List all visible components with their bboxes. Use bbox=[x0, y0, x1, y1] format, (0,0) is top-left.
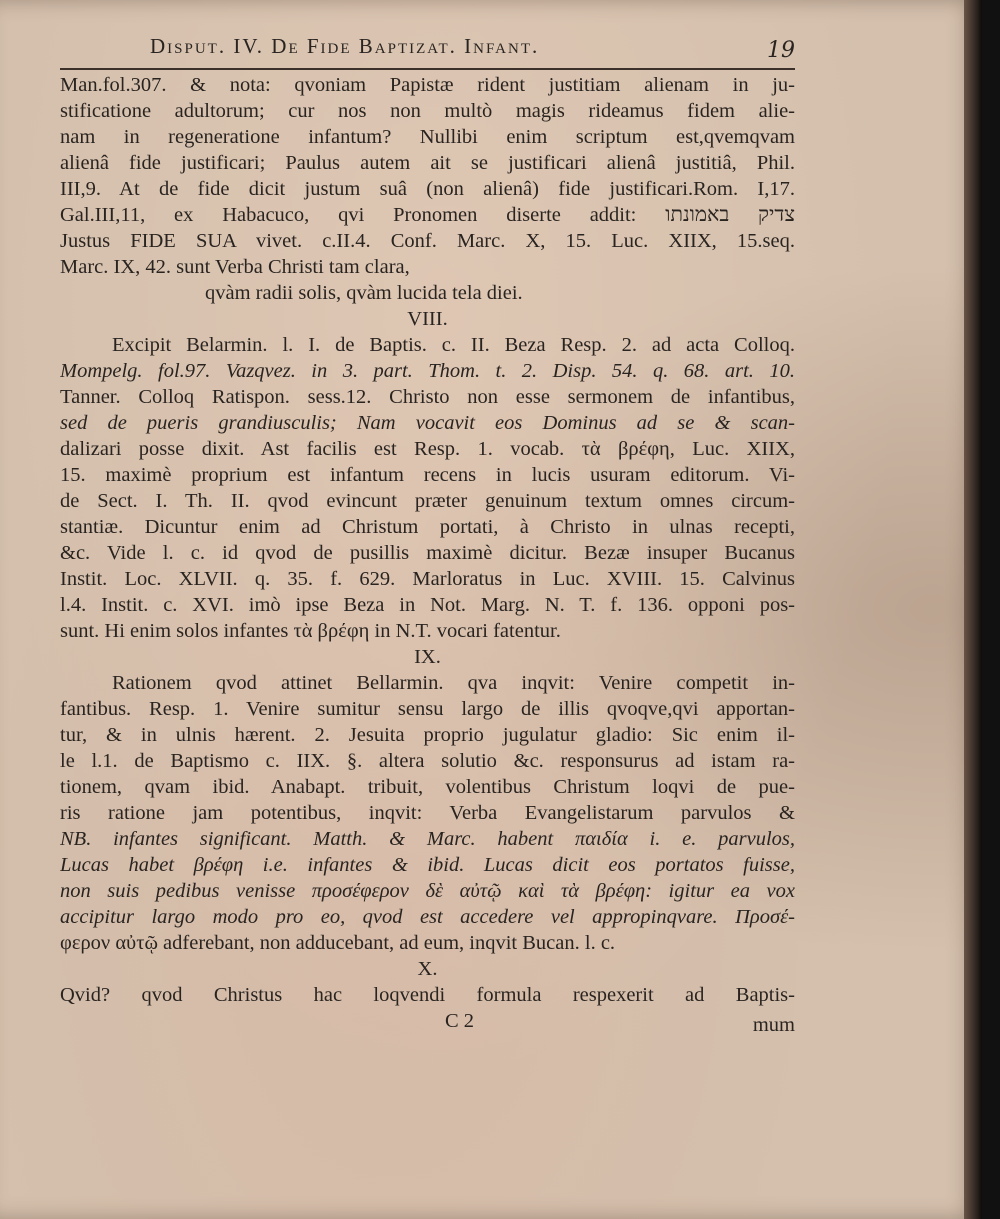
text-line: Rationem qvod attinet Bellarmin. qva inqvit: Venire competit in- bbox=[112, 672, 795, 694]
text-line: fantibus. Resp. 1. Venire sumitur sensu largo de illis qvoqve,qvi apportan- bbox=[60, 698, 795, 720]
text-line: Qvid? qvod Christus hac loqvendi formula respexerit ad Baptis- bbox=[60, 984, 795, 1006]
text-line: Gal.III,11, ex Habacuco, qvi Pronomen diserte addit: צדיק באמונתו bbox=[60, 204, 795, 226]
section-heading: X. bbox=[417, 958, 438, 980]
text-line: Excipit Belarmin. l. I. de Baptis. c. II. Beza Resp. 2. ad acta Colloq. bbox=[112, 334, 795, 356]
text-line: Mompelg. fol.97. Vazqvez. in 3. part. Thom. t. 2. Disp. 54. q. 68. art. 10. bbox=[60, 360, 795, 382]
text-line: &c. Vide l. c. id qvod de pusillis maximè dicitur. Bezæ insuper Bucanus bbox=[60, 542, 795, 564]
text-line: Lucas habet βρέφη i.e. infantes & ibid. Lucas dicit eos portatos fuisse, bbox=[60, 854, 795, 876]
text-line: de Sect. I. Th. II. qvod evincunt præter genuinum textum omnes circum- bbox=[60, 490, 795, 512]
verse-quote: qvàm radii solis, qvàm lucida tela diei. bbox=[205, 282, 523, 304]
page-number: 19 bbox=[767, 38, 795, 63]
text-line: ris ratione jam potentibus, inqvit: Verba Evangelistarum parvulos & bbox=[60, 802, 795, 824]
text-line: III,9. At de fide dicit justum suâ (non alienâ) fide justificari.Rom. I,17. bbox=[60, 178, 795, 200]
text-line: alienâ fide justificari; Paulus autem ait se justificari alienâ justitiâ, Phil. bbox=[60, 152, 795, 174]
text-line: Marc. IX, 42. sunt Verba Christi tam clara, bbox=[60, 256, 410, 278]
text-line: tur, & in ulnis hærent. 2. Jesuita proprio jugulatur gladio: Sic enim il- bbox=[60, 724, 795, 746]
text-line: le l.1. de Baptismo c. IIX. §. altera solutio &c. responsurus ad istam ra- bbox=[60, 750, 795, 772]
catchword: mum bbox=[752, 1014, 795, 1036]
text-line: NB. infantes significant. Matth. & Marc. habent παιδία i. e. parvulos, bbox=[60, 828, 795, 850]
text-line: 15. maximè proprium est infantum recens in lucis usuram editorum. Vi- bbox=[60, 464, 795, 486]
text-line: sed de pueris grandiusculis; Nam vocavit eos Dominus ad se & scan- bbox=[60, 412, 795, 434]
text-line: Justus FIDE SUA vivet. c.II.4. Conf. Marc. X, 15. Luc. XIIX, 15.seq. bbox=[60, 230, 795, 252]
text-line: Man.fol.307. & nota: qvoniam Papistæ rident justitiam alienam in ju- bbox=[60, 74, 795, 96]
text-line: accipitur largo modo pro eo, qvod est accedere vel appropinqvare. Προσέ- bbox=[60, 906, 795, 928]
section-heading: IX. bbox=[414, 646, 441, 668]
text-line: Tanner. Colloq Ratispon. sess.12. Christo non esse sermonem de infantibus, bbox=[60, 386, 795, 408]
running-head: Disput. IV. De Fide Baptizat. Infant. bbox=[150, 34, 540, 58]
text-line: nam in regeneratione infantum? Nullibi enim scriptum est,qvemqvam bbox=[60, 126, 795, 148]
header-rule bbox=[60, 68, 795, 70]
text-line: stificatione adultorum; cur nos non multò magis rideamus fidem alie- bbox=[60, 100, 795, 122]
section-heading: VIII. bbox=[407, 308, 448, 330]
text-line: non suis pedibus venisse προσέφερον δὲ αὐτῷ καὶ τὰ βρέφη: igitur ea vox bbox=[60, 880, 795, 902]
page-header bbox=[60, 34, 795, 68]
text-line: tionem, qvam ibid. Anabapt. tribuit, volentibus Christum loqvi de pue- bbox=[60, 776, 795, 798]
book-spine-shadow bbox=[964, 0, 982, 1219]
signature-mark: C 2 bbox=[445, 1010, 475, 1032]
text-line: Instit. Loc. XLVII. q. 35. f. 629. Marloratus in Luc. XVIII. 15. Calvinus bbox=[60, 568, 795, 590]
text-line: l.4. Instit. c. XVI. imò ipse Beza in Not. Marg. N. T. f. 136. opponi pos- bbox=[60, 594, 795, 616]
text-line: sunt. Hi enim solos infantes τὰ βρέφη in N.T. vocari fatentur. bbox=[60, 620, 561, 642]
text-line: dalizari posse dixit. Ast facilis est Resp. 1. vocab. τὰ βρέφη, Luc. XIIX, bbox=[60, 438, 795, 460]
text-line: φερον αὐτῷ adferebant, non adducebant, ad eum, inqvit Bucan. l. c. bbox=[60, 932, 616, 954]
text-line: stantiæ. Dicuntur enim ad Christum portati, à Christo in ulnas recepti, bbox=[60, 516, 795, 538]
